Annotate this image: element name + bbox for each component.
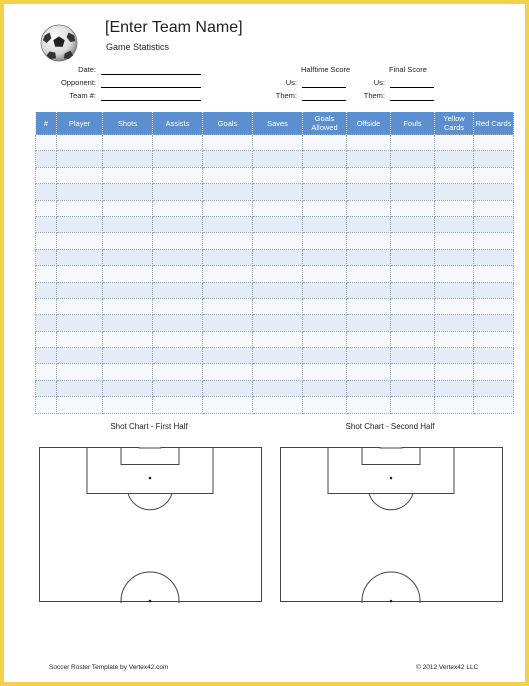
table-cell[interactable]: [391, 216, 435, 232]
table-cell[interactable]: [36, 266, 57, 282]
table-cell[interactable]: [203, 200, 253, 216]
column-header: Goals: [203, 112, 253, 135]
team-number-label: Team #:: [69, 91, 96, 100]
shot-chart-first-half-field[interactable]: [39, 447, 263, 603]
table-cell[interactable]: [435, 315, 474, 331]
table-cell[interactable]: [203, 216, 253, 232]
table-cell[interactable]: [391, 167, 435, 183]
table-header-row: [36, 112, 514, 135]
table-cell[interactable]: [347, 266, 391, 282]
table-row: [36, 397, 514, 413]
column-header: Goals Allowed: [303, 112, 347, 135]
table-cell[interactable]: [36, 151, 57, 167]
table-cell[interactable]: [103, 298, 153, 314]
table-cell[interactable]: [347, 364, 391, 380]
table-cell[interactable]: [36, 249, 57, 265]
table-cell[interactable]: [203, 233, 253, 249]
halftime-them-field[interactable]: [302, 100, 346, 101]
final-them-label: Them:: [363, 91, 385, 100]
table-cell[interactable]: [153, 200, 203, 216]
table-cell[interactable]: [253, 397, 303, 413]
table-cell[interactable]: [57, 184, 103, 200]
table-cell[interactable]: [36, 216, 57, 232]
table-cell[interactable]: [253, 331, 303, 347]
table-cell[interactable]: [435, 249, 474, 265]
table-cell[interactable]: [36, 364, 57, 380]
table-cell[interactable]: [474, 298, 514, 314]
table-cell[interactable]: [303, 249, 347, 265]
table-cell[interactable]: [153, 216, 203, 232]
table-cell[interactable]: [36, 348, 57, 364]
table-cell[interactable]: [474, 249, 514, 265]
table-cell[interactable]: [203, 315, 253, 331]
final-score-heading: Final Score: [389, 65, 427, 74]
table-cell[interactable]: [153, 266, 203, 282]
table-cell[interactable]: [391, 364, 435, 380]
table-cell[interactable]: [303, 282, 347, 298]
table-row: [36, 315, 514, 331]
table-cell[interactable]: [36, 167, 57, 183]
table-cell[interactable]: [303, 200, 347, 216]
table-cell[interactable]: [435, 200, 474, 216]
table-cell[interactable]: [36, 282, 57, 298]
table-cell[interactable]: [103, 135, 153, 151]
table-cell[interactable]: [347, 167, 391, 183]
table-cell[interactable]: [253, 135, 303, 151]
table-cell[interactable]: [474, 397, 514, 413]
table-cell[interactable]: [253, 184, 303, 200]
table-cell[interactable]: [57, 216, 103, 232]
table-row: [36, 364, 514, 380]
table-cell[interactable]: [103, 200, 153, 216]
table-cell[interactable]: [253, 266, 303, 282]
table-cell[interactable]: [347, 151, 391, 167]
table-cell[interactable]: [103, 364, 153, 380]
table-cell[interactable]: [253, 151, 303, 167]
table-cell[interactable]: [103, 233, 153, 249]
halftime-score-heading: Halftime Score: [301, 65, 351, 74]
table-cell[interactable]: [57, 282, 103, 298]
shot-chart-second-half-field[interactable]: [280, 447, 504, 603]
table-row: [36, 167, 514, 183]
table-cell[interactable]: [36, 184, 57, 200]
table-cell[interactable]: [474, 216, 514, 232]
table-cell[interactable]: [253, 216, 303, 232]
table-cell[interactable]: [303, 315, 347, 331]
table-cell[interactable]: [57, 315, 103, 331]
table-cell[interactable]: [391, 266, 435, 282]
table-cell[interactable]: [153, 331, 203, 347]
table-cell[interactable]: [435, 167, 474, 183]
soccer-ball-icon: [40, 24, 78, 62]
table-row: [36, 184, 514, 200]
table-cell[interactable]: [36, 233, 57, 249]
table-cell[interactable]: [303, 380, 347, 396]
table-cell[interactable]: [391, 282, 435, 298]
table-cell[interactable]: [474, 233, 514, 249]
table-cell[interactable]: [103, 216, 153, 232]
table-cell[interactable]: [103, 266, 153, 282]
table-cell[interactable]: [474, 282, 514, 298]
table-cell[interactable]: [474, 200, 514, 216]
table-cell[interactable]: [435, 397, 474, 413]
table-cell[interactable]: [347, 282, 391, 298]
table-cell[interactable]: [347, 233, 391, 249]
table-cell[interactable]: [103, 282, 153, 298]
table-cell[interactable]: [36, 298, 57, 314]
table-cell[interactable]: [347, 397, 391, 413]
table-cell[interactable]: [474, 364, 514, 380]
table-cell[interactable]: [57, 135, 103, 151]
table-cell[interactable]: [253, 364, 303, 380]
table-cell[interactable]: [203, 151, 253, 167]
table-cell[interactable]: [391, 298, 435, 314]
column-header: #: [36, 112, 57, 135]
table-cell[interactable]: [203, 397, 253, 413]
table-cell[interactable]: [57, 200, 103, 216]
shot-chart-second-half-title: Shot Chart - Second Half: [345, 422, 435, 431]
table-cell[interactable]: [253, 348, 303, 364]
table-row: [36, 233, 514, 249]
table-cell[interactable]: [153, 282, 203, 298]
table-cell[interactable]: [253, 315, 303, 331]
table-cell[interactable]: [103, 167, 153, 183]
team-number-field[interactable]: [101, 100, 201, 101]
table-cell[interactable]: [103, 331, 153, 347]
table-cell[interactable]: [203, 380, 253, 396]
table-cell[interactable]: [347, 135, 391, 151]
table-cell[interactable]: [57, 331, 103, 347]
table-cell[interactable]: [474, 331, 514, 347]
table-cell[interactable]: [391, 348, 435, 364]
table-cell[interactable]: [253, 200, 303, 216]
table-cell[interactable]: [303, 233, 347, 249]
table-cell[interactable]: [153, 364, 203, 380]
table-cell[interactable]: [153, 348, 203, 364]
table-cell[interactable]: [474, 380, 514, 396]
table-cell[interactable]: [303, 216, 347, 232]
table-cell[interactable]: [153, 249, 203, 265]
table-row: [36, 298, 514, 314]
table-cell[interactable]: [391, 397, 435, 413]
table-cell[interactable]: [474, 151, 514, 167]
table-cell[interactable]: [203, 184, 253, 200]
table-cell[interactable]: [474, 135, 514, 151]
table-cell[interactable]: [36, 315, 57, 331]
table-cell[interactable]: [203, 135, 253, 151]
table-cell[interactable]: [391, 249, 435, 265]
table-cell[interactable]: [435, 331, 474, 347]
table-row: [36, 249, 514, 265]
table-row: [36, 331, 514, 347]
table-cell[interactable]: [435, 135, 474, 151]
table-cell[interactable]: [347, 216, 391, 232]
table-cell[interactable]: [57, 167, 103, 183]
table-cell[interactable]: [103, 249, 153, 265]
column-header: Fouls: [391, 112, 435, 135]
table-row: [36, 266, 514, 282]
table-cell[interactable]: [474, 266, 514, 282]
table-cell[interactable]: [203, 249, 253, 265]
table-cell[interactable]: [103, 184, 153, 200]
halftime-us-label: Us:: [285, 78, 297, 87]
table-cell[interactable]: [347, 184, 391, 200]
table-cell[interactable]: [303, 298, 347, 314]
column-header: Player: [57, 112, 103, 135]
table-cell[interactable]: [435, 151, 474, 167]
table-cell[interactable]: [153, 233, 203, 249]
table-cell[interactable]: [203, 348, 253, 364]
column-header: Shots: [103, 112, 153, 135]
table-cell[interactable]: [36, 200, 57, 216]
table-cell[interactable]: [435, 364, 474, 380]
table-cell[interactable]: [253, 249, 303, 265]
table-cell[interactable]: [153, 397, 203, 413]
table-cell[interactable]: [303, 167, 347, 183]
table-row: [36, 216, 514, 232]
table-cell[interactable]: [347, 348, 391, 364]
table-cell[interactable]: [153, 167, 203, 183]
final-them-field[interactable]: [390, 100, 434, 101]
table-cell[interactable]: [36, 397, 57, 413]
footer-credit: Soccer Roster Template by Vertex42.com: [49, 664, 169, 671]
table-cell[interactable]: [435, 380, 474, 396]
table-cell[interactable]: [57, 364, 103, 380]
table-cell[interactable]: [203, 298, 253, 314]
column-header: Offside: [347, 112, 391, 135]
table-cell[interactable]: [303, 151, 347, 167]
table-cell[interactable]: [303, 364, 347, 380]
table-cell[interactable]: [435, 184, 474, 200]
table-cell[interactable]: [474, 315, 514, 331]
table-cell[interactable]: [391, 151, 435, 167]
table-row: [36, 151, 514, 167]
shot-chart-first-half-title: Shot Chart - First Half: [110, 422, 188, 431]
table-cell[interactable]: [253, 167, 303, 183]
table-cell[interactable]: [253, 233, 303, 249]
table-cell[interactable]: [474, 167, 514, 183]
table-cell[interactable]: [36, 135, 57, 151]
table-cell[interactable]: [153, 151, 203, 167]
table-row: [36, 200, 514, 216]
table-row: [36, 348, 514, 364]
final-us-field[interactable]: [390, 87, 434, 88]
table-cell[interactable]: [347, 200, 391, 216]
opponent-label: Opponent:: [60, 78, 96, 87]
final-us-label: Us:: [373, 78, 385, 87]
table-cell[interactable]: [435, 266, 474, 282]
table-cell[interactable]: [303, 135, 347, 151]
table-cell[interactable]: [57, 348, 103, 364]
table-cell[interactable]: [103, 151, 153, 167]
table-cell[interactable]: [435, 348, 474, 364]
table-cell[interactable]: [253, 298, 303, 314]
table-cell[interactable]: [391, 184, 435, 200]
table-cell[interactable]: [253, 380, 303, 396]
column-header: Saves: [253, 112, 303, 135]
table-cell[interactable]: [103, 380, 153, 396]
table-cell[interactable]: [203, 167, 253, 183]
table-cell[interactable]: [103, 315, 153, 331]
table-cell[interactable]: [153, 315, 203, 331]
table-cell[interactable]: [57, 298, 103, 314]
table-cell[interactable]: [347, 331, 391, 347]
table-cell[interactable]: [391, 200, 435, 216]
table-cell[interactable]: [203, 364, 253, 380]
date-label: Date:: [78, 65, 96, 74]
table-cell[interactable]: [36, 380, 57, 396]
table-cell[interactable]: [347, 380, 391, 396]
table-cell[interactable]: [391, 135, 435, 151]
table-cell[interactable]: [435, 233, 474, 249]
table-row: [36, 380, 514, 396]
table-cell[interactable]: [303, 184, 347, 200]
column-header: Assists: [153, 112, 203, 135]
table-cell[interactable]: [435, 216, 474, 232]
table-cell[interactable]: [474, 348, 514, 364]
table-cell[interactable]: [153, 135, 203, 151]
table-cell[interactable]: [391, 331, 435, 347]
table-cell[interactable]: [347, 298, 391, 314]
table-cell[interactable]: [103, 348, 153, 364]
table-cell[interactable]: [303, 348, 347, 364]
table-cell[interactable]: [103, 397, 153, 413]
table-cell[interactable]: [435, 282, 474, 298]
table-body: [36, 135, 514, 414]
date-field[interactable]: [101, 74, 201, 75]
table-cell[interactable]: [435, 298, 474, 314]
table-cell[interactable]: [57, 397, 103, 413]
halftime-them-label: Them:: [275, 91, 297, 100]
table-cell[interactable]: [253, 282, 303, 298]
table-cell[interactable]: [203, 266, 253, 282]
table-cell[interactable]: [303, 331, 347, 347]
table-cell[interactable]: [57, 233, 103, 249]
table-cell[interactable]: [303, 397, 347, 413]
table-cell[interactable]: [153, 380, 203, 396]
table-cell[interactable]: [57, 266, 103, 282]
halftime-us-field[interactable]: [302, 87, 346, 88]
table-row: [36, 135, 514, 151]
column-header: Red Cards: [474, 112, 514, 135]
table-cell[interactable]: [57, 380, 103, 396]
table-cell[interactable]: [391, 315, 435, 331]
opponent-field[interactable]: [101, 87, 201, 88]
table-cell[interactable]: [153, 184, 203, 200]
table-row: [36, 282, 514, 298]
column-header: Yellow Cards: [435, 112, 474, 135]
page-subtitle: Game Statistics: [106, 42, 170, 52]
table-cell[interactable]: [57, 151, 103, 167]
footer-copyright: © 2012 Vertex42 LLC: [416, 664, 479, 671]
table-cell[interactable]: [347, 249, 391, 265]
table-cell[interactable]: [203, 331, 253, 347]
table-cell[interactable]: [391, 380, 435, 396]
game-statistics-table: [35, 112, 514, 414]
table-cell[interactable]: [36, 331, 57, 347]
table-cell[interactable]: [474, 184, 514, 200]
table-cell[interactable]: [347, 315, 391, 331]
table-cell[interactable]: [391, 233, 435, 249]
table-cell[interactable]: [153, 298, 203, 314]
table-cell[interactable]: [303, 266, 347, 282]
table-cell[interactable]: [57, 249, 103, 265]
document-page: [4, 4, 525, 682]
team-name-field[interactable]: [Enter Team Name]: [105, 19, 243, 36]
table-cell[interactable]: [203, 282, 253, 298]
